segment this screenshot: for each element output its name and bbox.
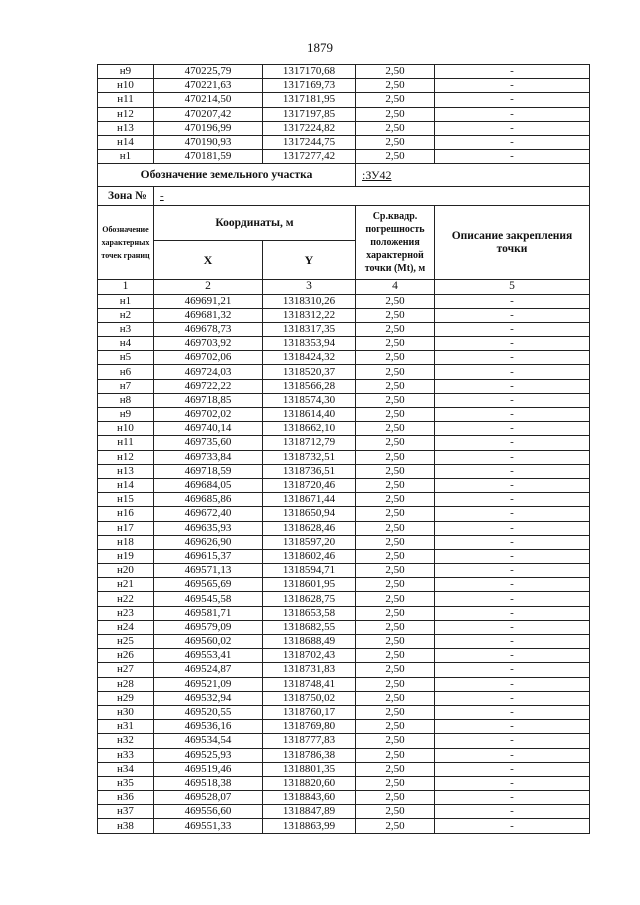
point-id: н9: [98, 65, 154, 79]
fixation-description: -: [435, 135, 590, 149]
x-coordinate: 469733,84: [154, 450, 263, 464]
point-id: н30: [98, 705, 154, 719]
x-coordinate: 469718,85: [154, 393, 263, 407]
fixation-description: -: [435, 294, 590, 308]
y-coordinate: 1317181,95: [263, 93, 356, 107]
table-row: [98, 478, 590, 492]
fixation-description: -: [435, 493, 590, 507]
x-coordinate: 469615,37: [154, 549, 263, 563]
point-id: н12: [98, 107, 154, 121]
x-coordinate: 469536,16: [154, 720, 263, 734]
point-id: н10: [98, 422, 154, 436]
accuracy-value: 2,50: [356, 337, 435, 351]
point-id: н13: [98, 464, 154, 478]
point-id: н35: [98, 776, 154, 790]
fixation-description: -: [435, 436, 590, 450]
point-id: н24: [98, 620, 154, 634]
y-coordinate: 1318650,94: [263, 507, 356, 521]
x-coordinate: 469626,90: [154, 535, 263, 549]
point-id: н6: [98, 365, 154, 379]
y-coordinate: 1318843,60: [263, 791, 356, 805]
point-id: н1: [98, 294, 154, 308]
table-row: [98, 507, 590, 521]
accuracy-value: 2,50: [356, 464, 435, 478]
point-id: н1: [98, 150, 154, 164]
y-coordinate: 1318424,32: [263, 351, 356, 365]
point-id: н38: [98, 819, 154, 833]
x-coordinate: 469532,94: [154, 691, 263, 705]
table-row: [98, 592, 590, 606]
y-coordinate: 1318574,30: [263, 393, 356, 407]
fixation-description: -: [435, 762, 590, 776]
y-coordinate: 1318720,46: [263, 478, 356, 492]
x-coordinate: 470214,50: [154, 93, 263, 107]
table-row: [98, 308, 590, 322]
table-row: [98, 564, 590, 578]
table-row: [98, 365, 590, 379]
point-id: н9: [98, 408, 154, 422]
fixation-description: -: [435, 107, 590, 121]
x-coordinate: 469735,60: [154, 436, 263, 450]
x-coordinate: 469685,86: [154, 493, 263, 507]
fixation-description: -: [435, 322, 590, 336]
y-coordinate: 1318750,02: [263, 691, 356, 705]
y-coordinate: 1318731,83: [263, 663, 356, 677]
point-id: н21: [98, 578, 154, 592]
table-row: [98, 450, 590, 464]
point-id: н32: [98, 734, 154, 748]
point-id: н18: [98, 535, 154, 549]
y-coordinate: 1318520,37: [263, 365, 356, 379]
header-y: Y: [263, 241, 356, 280]
fixation-description: -: [435, 720, 590, 734]
y-coordinate: 1317170,68: [263, 65, 356, 79]
x-coordinate: 469678,73: [154, 322, 263, 336]
table-row: [98, 791, 590, 805]
x-coordinate: 469545,58: [154, 592, 263, 606]
point-id: н12: [98, 450, 154, 464]
y-coordinate: 1318312,22: [263, 308, 356, 322]
accuracy-value: 2,50: [356, 705, 435, 719]
accuracy-value: 2,50: [356, 507, 435, 521]
fixation-description: -: [435, 308, 590, 322]
table-row: [98, 379, 590, 393]
accuracy-value: 2,50: [356, 450, 435, 464]
parcel-label: Обозначение земельного участка: [98, 164, 356, 187]
accuracy-value: 2,50: [356, 776, 435, 790]
table-row: [98, 705, 590, 719]
table-row: [98, 135, 590, 149]
x-coordinate: 469553,41: [154, 649, 263, 663]
table-row: [98, 351, 590, 365]
parcel-section: [98, 164, 590, 294]
accuracy-value: 2,50: [356, 379, 435, 393]
accuracy-value: 2,50: [356, 677, 435, 691]
fixation-description: -: [435, 677, 590, 691]
accuracy-value: 2,50: [356, 734, 435, 748]
point-id: н19: [98, 549, 154, 563]
fixation-description: -: [435, 635, 590, 649]
accuracy-value: 2,50: [356, 663, 435, 677]
fixation-description: -: [435, 620, 590, 634]
y-coordinate: 1318317,35: [263, 322, 356, 336]
y-coordinate: 1318777,83: [263, 734, 356, 748]
point-id: н36: [98, 791, 154, 805]
fixation-description: -: [435, 649, 590, 663]
fixation-description: -: [435, 121, 590, 135]
point-id: н37: [98, 805, 154, 819]
point-id: н11: [98, 436, 154, 450]
column-number: 1: [98, 280, 154, 294]
table-row: [98, 649, 590, 663]
y-coordinate: 1318628,75: [263, 592, 356, 606]
y-coordinate: 1318653,58: [263, 606, 356, 620]
column-number: 5: [435, 280, 590, 294]
x-coordinate: 469579,09: [154, 620, 263, 634]
zone-value-text: -: [160, 189, 164, 202]
x-coordinate: 470196,99: [154, 121, 263, 135]
y-coordinate: 1318760,17: [263, 705, 356, 719]
accuracy-value: 2,50: [356, 819, 435, 833]
x-coordinate: 469703,92: [154, 337, 263, 351]
column-numbers-row: [98, 280, 590, 294]
x-coordinate: 470181,59: [154, 150, 263, 164]
table-row: [98, 436, 590, 450]
point-id: н27: [98, 663, 154, 677]
table-row: [98, 748, 590, 762]
y-coordinate: 1318769,80: [263, 720, 356, 734]
fixation-description: -: [435, 705, 590, 719]
y-coordinate: 1318863,99: [263, 819, 356, 833]
x-coordinate: 469691,21: [154, 294, 263, 308]
fixation-description: -: [435, 791, 590, 805]
x-coordinate: 469581,71: [154, 606, 263, 620]
page-number: 1879: [307, 40, 333, 55]
accuracy-value: 2,50: [356, 294, 435, 308]
table-row: [98, 720, 590, 734]
y-coordinate: 1318786,38: [263, 748, 356, 762]
x-coordinate: 470225,79: [154, 65, 263, 79]
fixation-description: -: [435, 464, 590, 478]
accuracy-value: 2,50: [356, 564, 435, 578]
x-coordinate: 469565,69: [154, 578, 263, 592]
y-coordinate: 1318688,49: [263, 635, 356, 649]
column-number: 4: [356, 280, 435, 294]
x-coordinate: 469702,02: [154, 408, 263, 422]
fixation-description: -: [435, 379, 590, 393]
accuracy-value: 2,50: [356, 762, 435, 776]
fixation-description: -: [435, 691, 590, 705]
x-coordinate: 469528,07: [154, 791, 263, 805]
fixation-description: -: [435, 663, 590, 677]
zone-row: [98, 187, 590, 206]
parcel-row: [98, 164, 590, 187]
x-coordinate: 470207,42: [154, 107, 263, 121]
table-row: [98, 620, 590, 634]
table-row: [98, 635, 590, 649]
table-row: [98, 493, 590, 507]
y-coordinate: 1318601,95: [263, 578, 356, 592]
header-x: X: [154, 241, 263, 280]
point-id: н34: [98, 762, 154, 776]
header-row-1: [98, 206, 590, 241]
table-row: [98, 549, 590, 563]
accuracy-value: 2,50: [356, 365, 435, 379]
point-id: н20: [98, 564, 154, 578]
accuracy-value: 2,50: [356, 620, 435, 634]
fixation-description: -: [435, 408, 590, 422]
fixation-description: -: [435, 521, 590, 535]
table-row: [98, 337, 590, 351]
point-id: н14: [98, 135, 154, 149]
point-id: н2: [98, 308, 154, 322]
table-row: [98, 606, 590, 620]
table-row: [98, 819, 590, 833]
table-row: [98, 762, 590, 776]
x-coordinate: 470190,93: [154, 135, 263, 149]
table-row: [98, 93, 590, 107]
fixation-description: -: [435, 592, 590, 606]
fixation-description: -: [435, 422, 590, 436]
point-id: н16: [98, 507, 154, 521]
point-id: н4: [98, 337, 154, 351]
x-coordinate: 469724,03: [154, 365, 263, 379]
point-id: н26: [98, 649, 154, 663]
point-id: н17: [98, 521, 154, 535]
y-coordinate: 1317277,42: [263, 150, 356, 164]
table-row: [98, 322, 590, 336]
accuracy-value: 2,50: [356, 436, 435, 450]
table-row: [98, 535, 590, 549]
y-coordinate: 1317224,82: [263, 121, 356, 135]
fixation-description: -: [435, 79, 590, 93]
x-coordinate: 469524,87: [154, 663, 263, 677]
table-row: [98, 578, 590, 592]
zone-value: [154, 187, 590, 206]
fixation-description: -: [435, 819, 590, 833]
y-coordinate: 1318597,20: [263, 535, 356, 549]
table-row: [98, 408, 590, 422]
accuracy-value: 2,50: [356, 549, 435, 563]
table-row: [98, 805, 590, 819]
table-row: [98, 150, 590, 164]
accuracy-value: 2,50: [356, 322, 435, 336]
main-rows: [98, 294, 590, 833]
point-id: н8: [98, 393, 154, 407]
accuracy-value: 2,50: [356, 121, 435, 135]
table-row: [98, 294, 590, 308]
fixation-description: -: [435, 365, 590, 379]
x-coordinate: 469718,59: [154, 464, 263, 478]
point-id: н10: [98, 79, 154, 93]
y-coordinate: 1318594,71: [263, 564, 356, 578]
x-coordinate: 469684,05: [154, 478, 263, 492]
accuracy-value: 2,50: [356, 720, 435, 734]
y-coordinate: 1317197,85: [263, 107, 356, 121]
x-coordinate: 469635,93: [154, 521, 263, 535]
zone-label: Зона №: [98, 187, 154, 206]
y-coordinate: 1318682,55: [263, 620, 356, 634]
column-number: 3: [263, 280, 356, 294]
x-coordinate: 469571,13: [154, 564, 263, 578]
accuracy-value: 2,50: [356, 478, 435, 492]
x-coordinate: 470221,63: [154, 79, 263, 93]
y-coordinate: 1318628,46: [263, 521, 356, 535]
accuracy-value: 2,50: [356, 535, 435, 549]
table-row: [98, 663, 590, 677]
x-coordinate: 469521,09: [154, 677, 263, 691]
point-id: н23: [98, 606, 154, 620]
y-coordinate: 1318614,40: [263, 408, 356, 422]
y-coordinate: 1318602,46: [263, 549, 356, 563]
header-coordinates: Координаты, м: [154, 206, 356, 241]
y-coordinate: 1318732,51: [263, 450, 356, 464]
table-row: [98, 464, 590, 478]
x-coordinate: 469722,22: [154, 379, 263, 393]
accuracy-value: 2,50: [356, 65, 435, 79]
table-row: [98, 521, 590, 535]
accuracy-value: 2,50: [356, 578, 435, 592]
y-coordinate: 1318712,79: [263, 436, 356, 450]
table-row: [98, 691, 590, 705]
y-coordinate: 1318671,44: [263, 493, 356, 507]
point-id: н28: [98, 677, 154, 691]
y-coordinate: 1318310,26: [263, 294, 356, 308]
column-number: 2: [154, 280, 263, 294]
fixation-description: -: [435, 65, 590, 79]
accuracy-value: 2,50: [356, 135, 435, 149]
parcel-value-text: :ЗУ42: [362, 167, 392, 182]
table-row: [98, 677, 590, 691]
x-coordinate: 469551,33: [154, 819, 263, 833]
parcel-value: [356, 164, 590, 187]
point-id: н15: [98, 493, 154, 507]
x-coordinate: 469519,46: [154, 762, 263, 776]
table-row: [98, 107, 590, 121]
fixation-description: -: [435, 351, 590, 365]
fixation-description: -: [435, 337, 590, 351]
x-coordinate: 469525,93: [154, 748, 263, 762]
y-coordinate: 1317244,75: [263, 135, 356, 149]
x-coordinate: 469672,40: [154, 507, 263, 521]
fixation-description: -: [435, 93, 590, 107]
point-id: н25: [98, 635, 154, 649]
table-row: [98, 422, 590, 436]
point-id: н13: [98, 121, 154, 135]
y-coordinate: 1318662,10: [263, 422, 356, 436]
table-row: [98, 776, 590, 790]
point-id: н14: [98, 478, 154, 492]
table-row: [98, 65, 590, 79]
x-coordinate: 469534,54: [154, 734, 263, 748]
fixation-description: -: [435, 450, 590, 464]
accuracy-value: 2,50: [356, 422, 435, 436]
point-id: н3: [98, 322, 154, 336]
header-description: Описание закрепления точки: [435, 206, 590, 280]
accuracy-value: 2,50: [356, 606, 435, 620]
y-coordinate: 1318353,94: [263, 337, 356, 351]
top-rows: [98, 65, 590, 164]
accuracy-value: 2,50: [356, 107, 435, 121]
accuracy-value: 2,50: [356, 649, 435, 663]
point-id: н7: [98, 379, 154, 393]
header-points: Обозначение характерных точек границ: [98, 206, 154, 280]
accuracy-value: 2,50: [356, 150, 435, 164]
y-coordinate: 1317169,73: [263, 79, 356, 93]
table-row: [98, 734, 590, 748]
accuracy-value: 2,50: [356, 393, 435, 407]
point-id: н11: [98, 93, 154, 107]
point-id: н22: [98, 592, 154, 606]
accuracy-value: 2,50: [356, 791, 435, 805]
y-coordinate: 1318820,60: [263, 776, 356, 790]
fixation-description: -: [435, 478, 590, 492]
point-id: н33: [98, 748, 154, 762]
coordinates-table: [97, 64, 590, 834]
fixation-description: -: [435, 535, 590, 549]
x-coordinate: 469740,14: [154, 422, 263, 436]
accuracy-value: 2,50: [356, 93, 435, 107]
fixation-description: -: [435, 776, 590, 790]
y-coordinate: 1318702,43: [263, 649, 356, 663]
y-coordinate: 1318736,51: [263, 464, 356, 478]
fixation-description: -: [435, 748, 590, 762]
fixation-description: -: [435, 734, 590, 748]
x-coordinate: 469518,38: [154, 776, 263, 790]
accuracy-value: 2,50: [356, 592, 435, 606]
fixation-description: -: [435, 606, 590, 620]
fixation-description: -: [435, 564, 590, 578]
accuracy-value: 2,50: [356, 79, 435, 93]
accuracy-value: 2,50: [356, 521, 435, 535]
x-coordinate: 469681,32: [154, 308, 263, 322]
x-coordinate: 469560,02: [154, 635, 263, 649]
fixation-description: -: [435, 805, 590, 819]
table-row: [98, 393, 590, 407]
y-coordinate: 1318801,35: [263, 762, 356, 776]
fixation-description: -: [435, 578, 590, 592]
accuracy-value: 2,50: [356, 748, 435, 762]
fixation-description: -: [435, 549, 590, 563]
accuracy-value: 2,50: [356, 351, 435, 365]
table-row: [98, 79, 590, 93]
table-row: [98, 121, 590, 135]
x-coordinate: 469702,06: [154, 351, 263, 365]
point-id: н31: [98, 720, 154, 734]
fixation-description: -: [435, 150, 590, 164]
accuracy-value: 2,50: [356, 805, 435, 819]
x-coordinate: 469556,60: [154, 805, 263, 819]
accuracy-value: 2,50: [356, 493, 435, 507]
y-coordinate: 1318847,89: [263, 805, 356, 819]
accuracy-value: 2,50: [356, 691, 435, 705]
point-id: н5: [98, 351, 154, 365]
y-coordinate: 1318748,41: [263, 677, 356, 691]
header-accuracy: Ср.квадр. погрешность положения характерной точки (Mt), м: [356, 206, 435, 280]
fixation-description: -: [435, 393, 590, 407]
accuracy-value: 2,50: [356, 408, 435, 422]
y-coordinate: 1318566,28: [263, 379, 356, 393]
fixation-description: -: [435, 507, 590, 521]
point-id: н29: [98, 691, 154, 705]
accuracy-value: 2,50: [356, 308, 435, 322]
accuracy-value: 2,50: [356, 635, 435, 649]
x-coordinate: 469520,55: [154, 705, 263, 719]
